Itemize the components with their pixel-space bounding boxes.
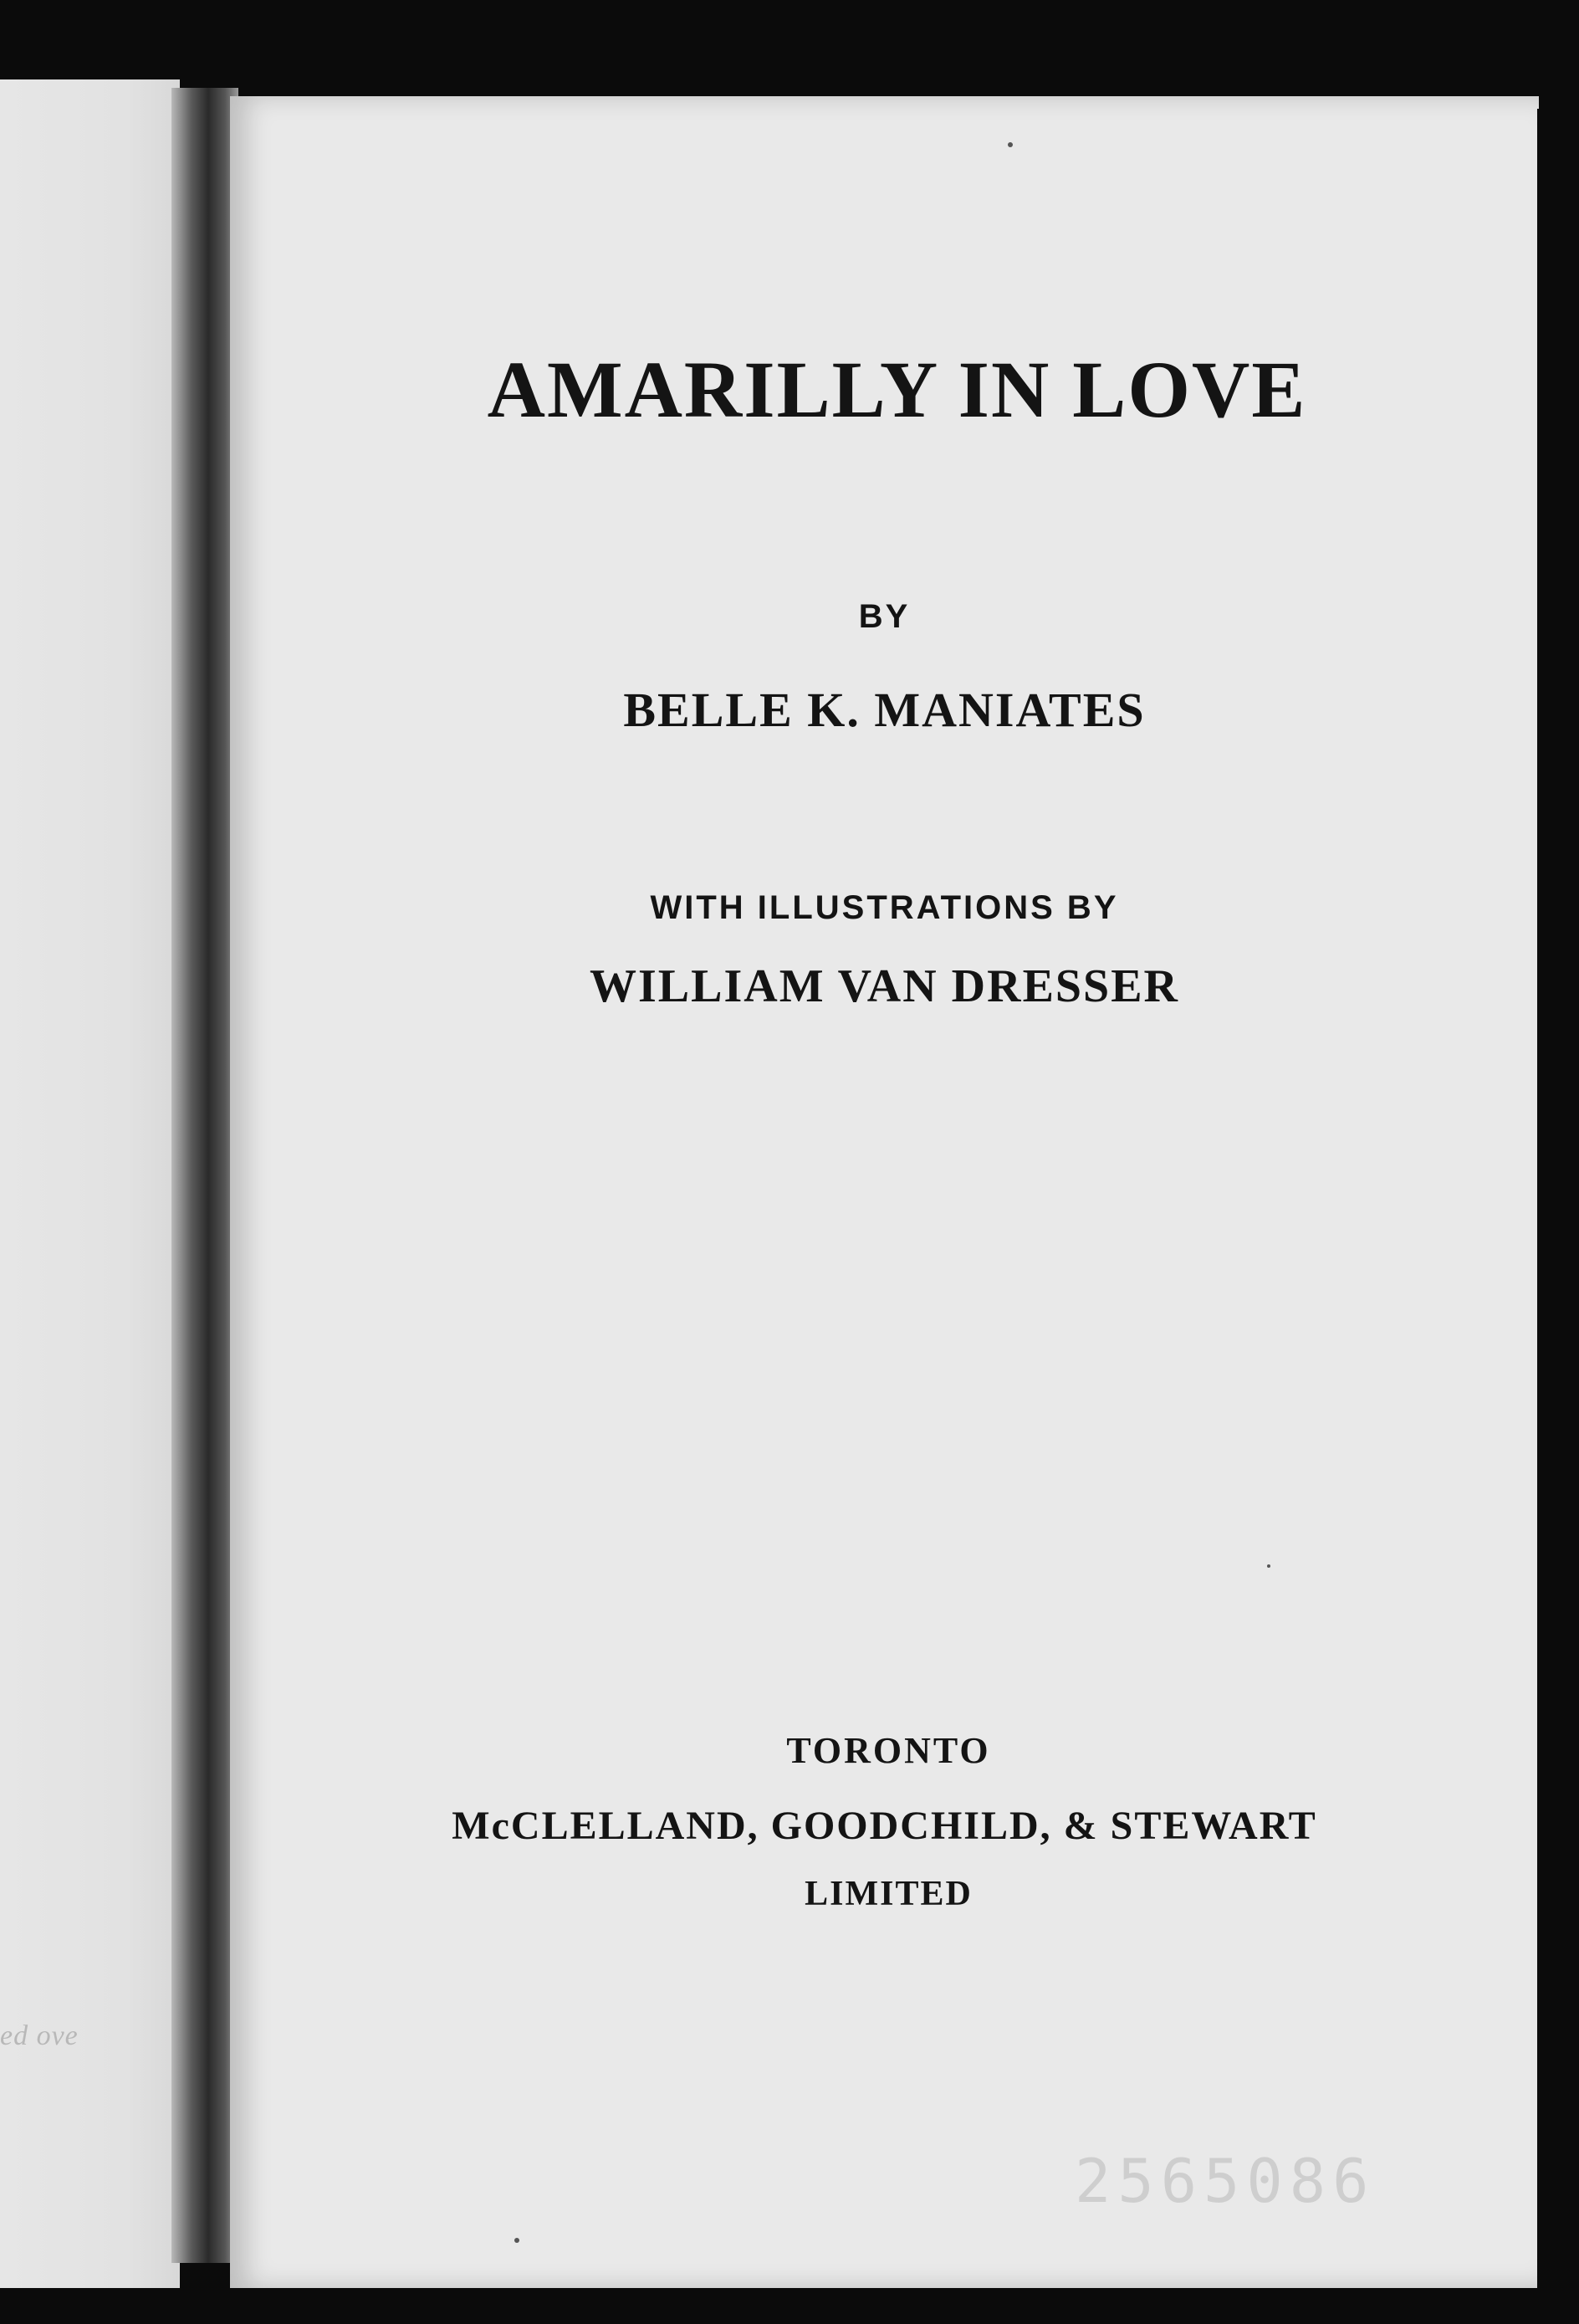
scan-border xyxy=(1537,109,1579,2324)
book-spine xyxy=(171,88,238,2263)
illustrator-name: WILLIAM VAN DRESSER xyxy=(590,960,1179,1012)
ink-speck xyxy=(514,2238,519,2243)
left-page-fragment: ed ove xyxy=(0,2020,79,2051)
author-name: BELLE K. MANIATES xyxy=(623,683,1146,737)
illustrations-prefix: WITH ILLUSTRATIONS BY xyxy=(650,889,1119,926)
ink-speck xyxy=(1267,1564,1270,1568)
left-page xyxy=(0,79,180,2288)
imprint-suffix: LIMITED xyxy=(805,1875,973,1913)
byline-prefix: BY xyxy=(858,598,911,635)
title-page xyxy=(230,96,1539,2288)
library-stamp: 2565086 xyxy=(1075,2146,1376,2216)
imprint-city: TORONTO xyxy=(786,1730,991,1771)
ink-speck xyxy=(1008,142,1013,147)
imprint-publisher: McCLELLAND, GOODCHILD, & STEWART xyxy=(452,1804,1317,1848)
book-title: AMARILLY IN LOVE xyxy=(487,345,1307,434)
